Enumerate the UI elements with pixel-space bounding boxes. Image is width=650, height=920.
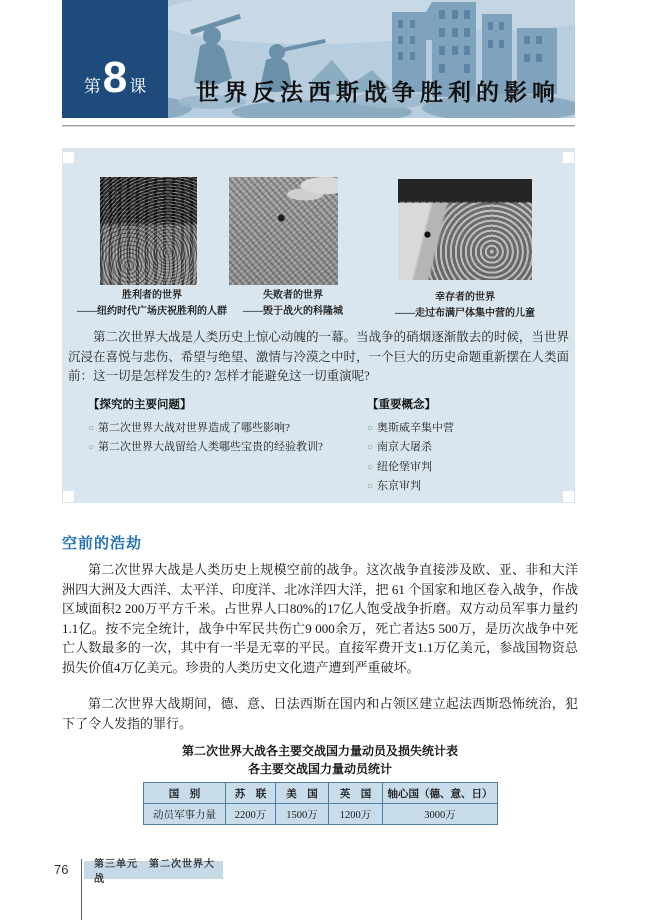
list-item (367, 419, 454, 439)
corner-square (563, 152, 574, 163)
table-header-row (144, 783, 498, 804)
footer-divider-line (81, 859, 82, 920)
body-paragraph: 第二次世界大战期间，德、意、日法西斯在国内和占领区建立起法西斯恐怖统治，犯下了令人发指的罪行。 (62, 696, 578, 731)
table-cell: 1500万 (276, 804, 329, 825)
table-header-cell: 英 国 (329, 783, 383, 804)
table-header-cell: 美 国 (276, 783, 329, 804)
caption-title: 胜利者的世界 (122, 290, 182, 301)
lesson-suffix: 课 (129, 77, 147, 96)
table-header-cell: 苏 联 (226, 783, 276, 804)
page-number: 76 (54, 862, 69, 877)
circle-bullet: ○ (367, 422, 374, 434)
list-item-text: 南京大屠杀 (377, 441, 433, 453)
table-cell: 动员军事力量 (144, 804, 226, 825)
photo-caption (343, 290, 587, 322)
table-header-cell: 国 别 (144, 783, 226, 804)
table-cell: 2200万 (226, 804, 276, 825)
list-item-text: 第二次世界大战留给人类哪些宝贵的经验教训? (98, 441, 323, 453)
corner-square (63, 491, 74, 502)
inquiry-questions-heading: 【探究的主要问题】 (88, 399, 192, 411)
inquiry-questions-list (88, 396, 323, 458)
lesson-title: 世界反法西斯战争胜利的影响 (196, 79, 560, 106)
photo-victors-times-square (100, 177, 197, 285)
circle-bullet: ○ (367, 481, 374, 492)
header-divider (62, 125, 575, 127)
unit-label: 第三单元 第二次世界大战 (94, 859, 215, 885)
photo-camp-survivor-child (398, 179, 532, 280)
list-item (367, 458, 454, 478)
section-heading: 空前的浩劫 (62, 535, 143, 552)
circle-bullet: ○ (88, 422, 95, 434)
table-header-cell: 轴心国（德、意、日） (383, 783, 498, 804)
feature-box (62, 148, 575, 503)
table-cell: 1200万 (329, 804, 383, 825)
table-title: 第二次世界大战各主要交战国力量动员及损失统计表 (181, 744, 458, 758)
list-item-text: 纽伦堡审判 (377, 460, 433, 473)
circle-bullet: ○ (367, 442, 374, 453)
list-item-text: 奥斯威辛集中营 (377, 421, 455, 434)
list-item-text: 第二次世界大战对世界造成了哪些影响? (98, 421, 290, 434)
caption-title: 失败者的世界 (263, 290, 323, 301)
list-item (367, 477, 454, 497)
lesson-prefix: 第 (83, 77, 101, 96)
unit-label-bar (84, 859, 223, 885)
corner-square (563, 491, 574, 502)
list-item (88, 419, 323, 439)
key-concepts-list (367, 396, 454, 497)
photo-ruined-cologne (229, 177, 338, 285)
body-paragraph: 第二次世界大战是人类历史上规模空前的战争。这次战争直接涉及欧、亚、非和大洋洲四大洲及大西洋、太平洋、印度洋、北冰洋四大洋，把 61 个国家和地区卷入战争，作战区域面积2 200万平方千米。占世界人口80%的17亿人饱受战争折磨。双方动员军事力量约1.1亿。按不完全统计，战争中军民共伤亡9 000余万，死亡者达5 500万，是历次战争中死亡人数最多的一次，其中有一半是无辜的平民。直接军费开支1.1万亿美元，参战国物资总损失价值4万亿美元。珍贵的人类历史文化遗产遭到严重破坏。 (62, 562, 578, 675)
mobilization-table (143, 782, 498, 825)
key-concepts-heading: 【重要概念】 (367, 399, 436, 411)
caption-subtitle: ——毁于战火的科隆城 (243, 306, 343, 317)
table-cell: 3000万 (383, 804, 498, 825)
lesson-number: 8 (102, 53, 128, 102)
intro-paragraph: 第二次世界大战是人类历史上惊心动魄的一幕。当战争的硝烟逐渐散去的时候，当世界沉浸在喜悦与悲伤、希望与绝望、激情与冷漠之中时，一个巨大的历史命题重新摆在人类面前：这一切是怎样发生的? 怎样才能避免这一切重演呢? (68, 330, 569, 383)
lesson-number-box (62, 0, 168, 118)
circle-bullet: ○ (88, 442, 95, 453)
list-item (367, 438, 454, 458)
list-item-text: 东京审判 (377, 480, 422, 492)
caption-title: 幸存者的世界 (435, 292, 495, 303)
corner-square (63, 152, 74, 163)
caption-subtitle: ——走过布满尸体集中营的儿童 (395, 308, 535, 319)
table-subtitle: 各主要交战国力量动员统计 (247, 762, 392, 776)
table-row (144, 804, 498, 825)
circle-bullet: ○ (367, 461, 374, 473)
list-item (88, 438, 323, 458)
caption-subtitle: ——纽约时代广场庆祝胜利的人群 (77, 306, 227, 317)
